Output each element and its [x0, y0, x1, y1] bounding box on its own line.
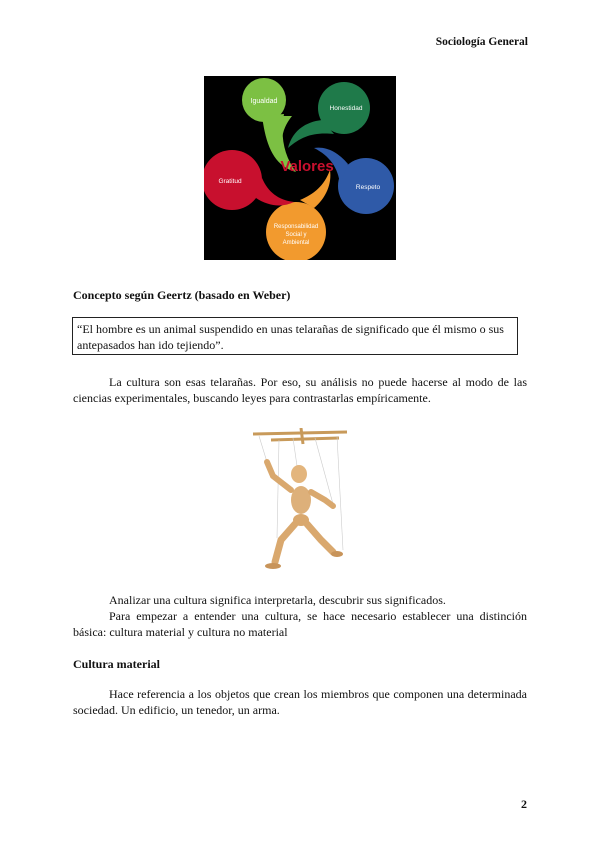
- petal-label-responsabilidad-2: Social y: [285, 232, 307, 238]
- puppet-image: [243, 428, 357, 576]
- cultura-material-title: Cultura material: [73, 657, 160, 671]
- paragraph-2: Analizar una cultura significa interpretarla, descubrir sus significados.: [109, 593, 446, 607]
- petal-label-honestidad: Honestidad: [329, 105, 363, 112]
- petal-label-gratitud: Gratitud: [218, 178, 242, 185]
- quote-box: [72, 317, 518, 355]
- valores-center-label: Valores: [280, 158, 334, 175]
- petal-label-respeto: Respeto: [355, 184, 381, 191]
- petal-label-responsabilidad-1: Responsabilidad: [273, 224, 319, 230]
- page-header: Sociología General: [435, 36, 528, 48]
- paragraph-3: Para empezar a entender una cultura, se hace necesario establecer una distinción básica: cultura material y cultura no material: [73, 609, 527, 639]
- quote-text: “El hombre es un animal suspendido en unas telarañas de significado que él mismo o sus antepasados han ido tejiendo”.: [77, 322, 504, 352]
- petal-label-responsabilidad-3: Ambiental: [282, 240, 310, 246]
- valores-image: [204, 76, 396, 260]
- paragraph-1: La cultura son esas telarañas. Por eso, su análisis no puede hacerse al modo de las ciencias experimentales, buscando leyes para contrastarlas empíricamente.: [73, 375, 527, 405]
- petal-label-igualdad: Igualdad: [250, 98, 278, 105]
- concepto-title: Concepto según Geertz (basado en Weber): [73, 288, 291, 302]
- page-number: 2: [521, 797, 527, 811]
- cultura-material-text: Hace referencia a los objetos que crean los miembros que componen una determinada sociedad. Un edificio, un tenedor, un arma.: [73, 687, 527, 717]
